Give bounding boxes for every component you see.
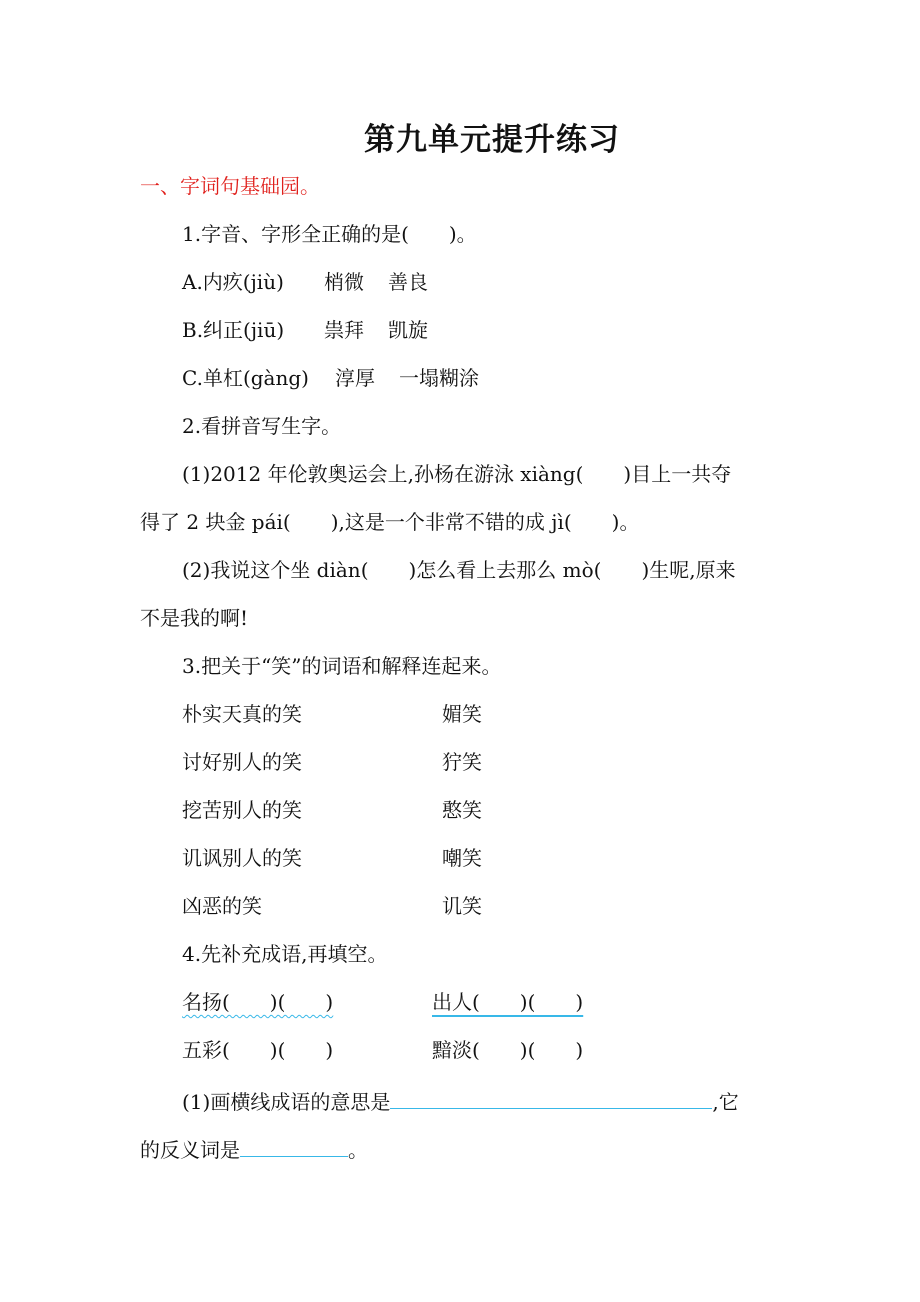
- q1-b-word2: 祟拜: [324, 318, 364, 342]
- q2-part2-line2: 不是我的啊!: [140, 606, 249, 630]
- q3-left-item: 凶恶的笑: [182, 894, 262, 918]
- q3-right-item: 憨笑: [442, 798, 482, 822]
- section-heading: 一、字词句基础园。: [140, 174, 320, 198]
- q2-part2-line1: (2)我说这个坐 diàn( )怎么看上去那么 mò( )生呢,原来: [182, 558, 736, 582]
- q1-c-word2: 淳厚: [335, 366, 375, 390]
- q4-sub1-line2: [140, 1136, 368, 1162]
- q3-left-item: 讥讽别人的笑: [182, 846, 302, 870]
- q3-left-item: 讨好别人的笑: [182, 750, 302, 774]
- q4-sub1-line2-suffix: 。: [348, 1138, 368, 1162]
- q4-idiom-wavy: 名扬( )( ): [182, 990, 334, 1014]
- q1-a-word3: 善良: [388, 270, 428, 294]
- q3-right-item: 媚笑: [442, 702, 482, 726]
- q1-stem: 1.字音、字形全正确的是( )。: [182, 222, 477, 246]
- q3-left-item: 朴实天真的笑: [182, 702, 302, 726]
- q3-stem: 3.把关于“笑”的词语和解释连起来。: [182, 654, 502, 678]
- q3-right-item: 讥笑: [442, 894, 482, 918]
- answer-blank-antonym[interactable]: [240, 1136, 348, 1157]
- q1-b-word3: 凯旋: [388, 318, 428, 342]
- q3-right-item: 嘲笑: [442, 846, 482, 870]
- answer-blank-meaning[interactable]: [390, 1088, 712, 1109]
- q2-part1-line1: (1)2012 年伦敦奥运会上,孙杨在游泳 xiàng( )目上一共夺: [182, 462, 732, 486]
- q1-c-word3: 一塌糊涂: [399, 366, 479, 390]
- q4-idiom: 五彩( )( ): [182, 1038, 334, 1062]
- q4-idiom: 黯淡( )( ): [432, 1038, 584, 1062]
- q3-left-item: 挖苦别人的笑: [182, 798, 302, 822]
- q4-idiom-underlined: 出人( )( ): [432, 990, 584, 1014]
- q1-c-word1: C.单杠(gàng): [182, 366, 309, 390]
- q4-sub1-prefix: (1)画横线成语的意思是: [182, 1090, 391, 1114]
- q1-a-word2: 梢微: [324, 270, 364, 294]
- q4-sub1-suffix: ,它: [712, 1090, 739, 1114]
- q1-option-c: [182, 366, 479, 390]
- q4-sub1-line1: [182, 1088, 739, 1114]
- q2-stem: 2.看拼音写生字。: [182, 414, 342, 438]
- q1-option-b: [182, 318, 428, 342]
- q3-right-item: 狞笑: [442, 750, 482, 774]
- q2-part1-line2: 得了 2 块金 pái( ),这是一个非常不错的成 jì( )。: [140, 510, 640, 534]
- page-title: 第九单元提升练习: [364, 122, 620, 158]
- q4-stem: 4.先补充成语,再填空。: [182, 942, 388, 966]
- q4-sub1-line2-prefix: 的反义词是: [140, 1138, 240, 1162]
- q1-b-word1: B.纠正(jiū): [182, 318, 285, 342]
- q1-a-word1: A.内疚(jiù): [182, 270, 284, 294]
- q1-option-a: [182, 270, 428, 294]
